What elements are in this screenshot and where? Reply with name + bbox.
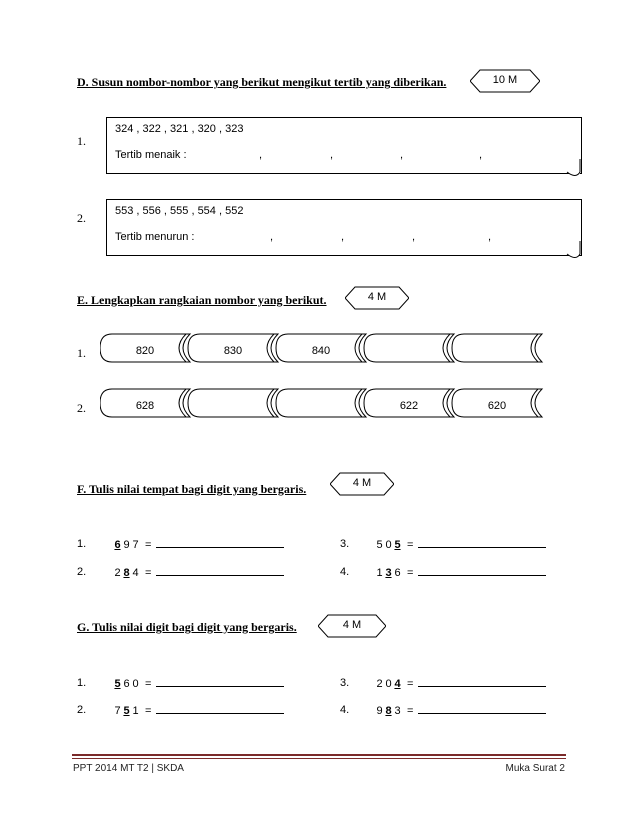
d-item-2-box bbox=[106, 199, 582, 256]
digit: 3 bbox=[394, 705, 401, 717]
digit: 1 bbox=[376, 567, 383, 579]
comma: , bbox=[341, 231, 345, 243]
equals-sign: = bbox=[145, 567, 152, 579]
section-f-title: F. Tulis nilai tempat bagi digit yang bergaris. bbox=[77, 482, 307, 496]
section-f-marks: 4 M bbox=[352, 477, 372, 489]
question-expression bbox=[113, 704, 284, 717]
answer-blank[interactable] bbox=[418, 704, 546, 714]
footer-rule-top bbox=[72, 754, 566, 756]
digit: 9 bbox=[123, 539, 130, 551]
question-number: 1. bbox=[77, 677, 87, 689]
section-d-marks-badge bbox=[470, 69, 540, 93]
chain-value: 628 bbox=[135, 400, 155, 412]
comma: , bbox=[259, 149, 263, 161]
digit: 6 bbox=[394, 567, 401, 579]
section-e-title: E. Lengkapkan rangkaian nombor yang berikut. bbox=[77, 293, 327, 307]
underlined-digit: 5 bbox=[114, 678, 121, 690]
equals-sign: = bbox=[145, 705, 152, 717]
question-expression bbox=[113, 538, 284, 551]
digit: 2 bbox=[114, 567, 121, 579]
chain-cell bbox=[364, 334, 454, 362]
underlined-digit: 5 bbox=[394, 539, 401, 551]
section-e-marks-badge bbox=[345, 286, 409, 310]
question-expression bbox=[375, 677, 546, 690]
section-g-title: G. Tulis nilai digit bagi digit yang bergaris. bbox=[77, 620, 297, 634]
question-expression bbox=[375, 704, 546, 717]
underlined-digit: 8 bbox=[385, 705, 392, 717]
question-number: 3. bbox=[340, 677, 350, 689]
section-d-marks: 10 M bbox=[492, 74, 518, 86]
chain-value: 620 bbox=[487, 400, 507, 412]
answer-blank[interactable] bbox=[156, 538, 284, 548]
equals-sign: = bbox=[145, 539, 152, 551]
digit: 0 bbox=[132, 678, 139, 690]
chain-value: 830 bbox=[223, 345, 243, 357]
d-item-2-number: 2. bbox=[77, 211, 86, 225]
digit: 0 bbox=[385, 539, 392, 551]
comma: , bbox=[488, 231, 492, 243]
digit: 1 bbox=[132, 705, 139, 717]
underlined-digit: 8 bbox=[123, 567, 130, 579]
answer-blank[interactable] bbox=[156, 704, 284, 714]
footer-rule-bottom bbox=[72, 758, 566, 759]
e-row-1-number: 1. bbox=[77, 346, 86, 360]
equals-sign: = bbox=[145, 678, 152, 690]
d-item-2-numbers: 553 , 556 , 555 , 554 , 552 bbox=[115, 205, 244, 217]
digit: 2 bbox=[376, 678, 383, 690]
equals-sign: = bbox=[407, 705, 414, 717]
question-number: 4. bbox=[340, 566, 350, 578]
section-d-title: D. Susun nombor-nombor yang berikut mengikut tertib yang diberikan. bbox=[77, 75, 447, 89]
answer-blank[interactable] bbox=[156, 566, 284, 576]
d-item-1-instruction: Tertib menaik : bbox=[115, 149, 187, 161]
digit: 9 bbox=[376, 705, 383, 717]
digit: 7 bbox=[132, 539, 139, 551]
answer-blank[interactable] bbox=[418, 566, 546, 576]
underlined-digit: 5 bbox=[123, 705, 130, 717]
d-item-2-page-curl bbox=[566, 240, 588, 262]
question-number: 3. bbox=[340, 538, 350, 550]
d-item-1-number: 1. bbox=[77, 134, 86, 148]
question-number: 1. bbox=[77, 538, 87, 550]
question-number: 2. bbox=[77, 704, 87, 716]
underlined-digit: 3 bbox=[385, 567, 392, 579]
answer-blank[interactable] bbox=[418, 677, 546, 687]
d-item-1-box bbox=[106, 117, 582, 174]
chain-cell bbox=[276, 389, 366, 417]
d-item-1-numbers: 324 , 322 , 321 , 320 , 323 bbox=[115, 123, 244, 135]
chain-cell bbox=[188, 389, 278, 417]
d-item-2-instruction: Tertib menurun : bbox=[115, 231, 195, 243]
section-e-marks: 4 M bbox=[367, 291, 387, 303]
chain-value: 820 bbox=[135, 345, 155, 357]
question-expression bbox=[375, 566, 546, 579]
comma: , bbox=[479, 149, 483, 161]
chain-value: 840 bbox=[311, 345, 331, 357]
comma: , bbox=[330, 149, 334, 161]
section-g-marks-badge bbox=[318, 614, 386, 638]
section-g-marks: 4 M bbox=[342, 619, 362, 631]
equals-sign: = bbox=[407, 567, 414, 579]
footer-left: PPT 2014 MT T2 | SKDA bbox=[73, 763, 184, 774]
digit: 0 bbox=[385, 678, 392, 690]
question-number: 4. bbox=[340, 704, 350, 716]
footer-right: Muka Surat 2 bbox=[505, 763, 565, 774]
e-row-2-number: 2. bbox=[77, 401, 86, 415]
equals-sign: = bbox=[407, 539, 414, 551]
digit: 6 bbox=[123, 678, 130, 690]
section-f-marks-badge bbox=[330, 472, 394, 496]
chain-value: 622 bbox=[399, 400, 419, 412]
comma: , bbox=[270, 231, 274, 243]
chain-cell bbox=[452, 334, 542, 362]
answer-blank[interactable] bbox=[156, 677, 284, 687]
digit: 7 bbox=[114, 705, 121, 717]
question-expression bbox=[113, 566, 284, 579]
question-expression bbox=[113, 677, 284, 690]
answer-blank[interactable] bbox=[418, 538, 546, 548]
underlined-digit: 6 bbox=[114, 539, 121, 551]
d-item-1-page-curl bbox=[566, 158, 588, 180]
comma: , bbox=[400, 149, 404, 161]
digit: 4 bbox=[132, 567, 139, 579]
question-number: 2. bbox=[77, 566, 87, 578]
digit: 5 bbox=[376, 539, 383, 551]
question-expression bbox=[375, 538, 546, 551]
comma: , bbox=[412, 231, 416, 243]
underlined-digit: 4 bbox=[394, 678, 401, 690]
equals-sign: = bbox=[407, 678, 414, 690]
